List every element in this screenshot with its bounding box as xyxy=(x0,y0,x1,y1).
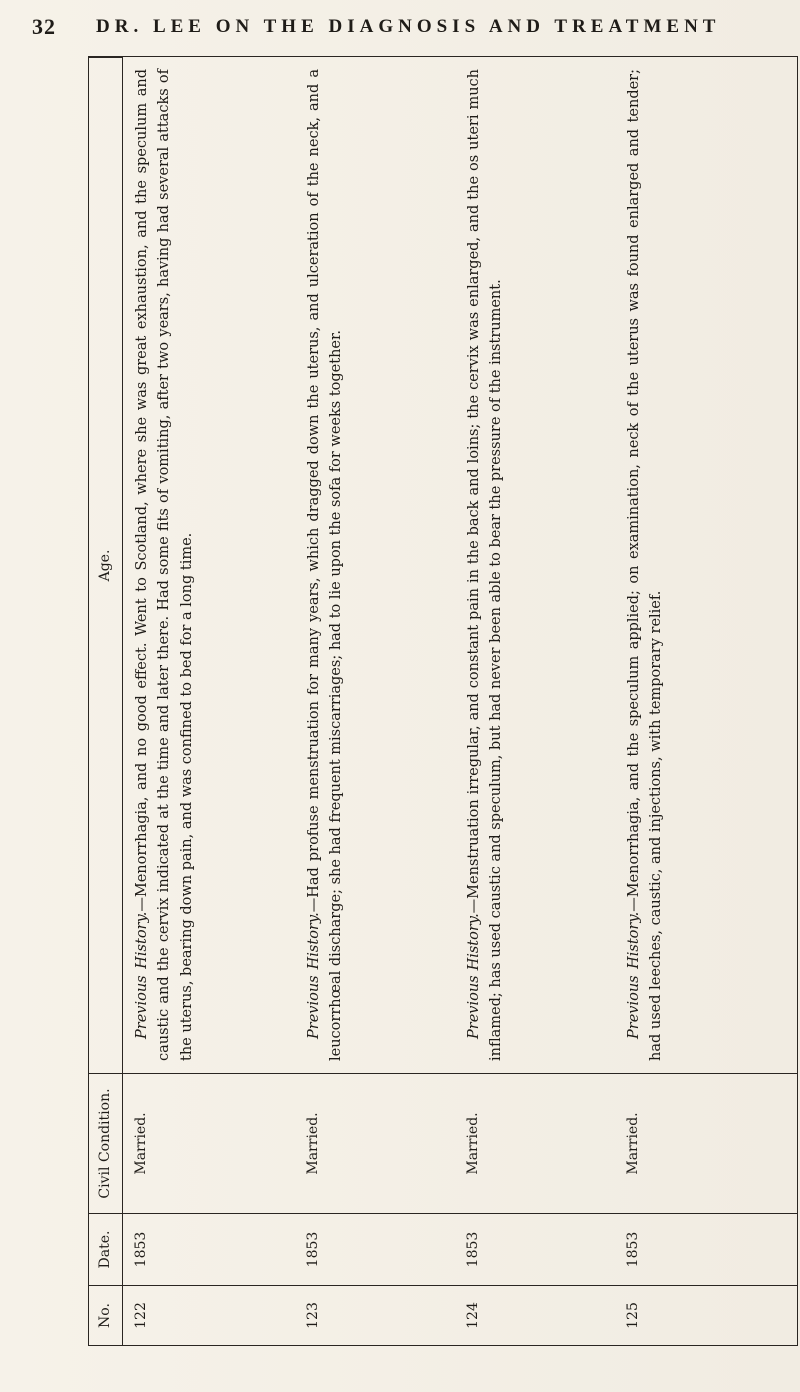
cell-date: 1853 xyxy=(305,1231,321,1268)
case-entry xyxy=(131,69,198,1061)
cell-date: 1853 xyxy=(465,1231,481,1268)
cell-civil-condition: Married. xyxy=(305,1112,321,1175)
cell-civil-condition: Married. xyxy=(133,1112,149,1175)
cell-no: 124 xyxy=(465,1302,481,1329)
entry-text: —Menorrhagia, and the speculum applied; on examination, neck of the uterus was found enlarged and tender; had used leeches, caustic, and injections, with temporary relief. xyxy=(626,69,665,1061)
page-header xyxy=(0,0,800,48)
column-civil-condition xyxy=(123,1073,797,1213)
cell-no: 123 xyxy=(305,1302,321,1329)
entry-lead: Previous History. xyxy=(134,911,150,1039)
entry-lead: Previous History. xyxy=(466,913,482,1039)
entry-lead: Previous History. xyxy=(626,911,642,1039)
running-head: DR. LEE ON THE DIAGNOSIS AND TREATMENT xyxy=(96,16,721,37)
cell-date: 1853 xyxy=(625,1231,641,1268)
cell-no: 122 xyxy=(133,1302,149,1329)
column-date xyxy=(123,1213,797,1285)
cell-no: 125 xyxy=(625,1302,641,1329)
entry-text: —Had profuse menstruation for many years, which dragged down the uterus, and ulceration of the neck, and a leucorrhœal discharge; she had frequent miscarriages; had to lie upon the sofa for weeks together. xyxy=(306,69,345,1061)
case-entry xyxy=(463,69,508,1061)
column-no xyxy=(123,1285,797,1345)
case-table-rotated xyxy=(88,56,798,1346)
cell-civil-condition: Married. xyxy=(625,1112,641,1175)
entry-text: —Menorrhagia, and no good effect. Went to Scotland, where she was great exhaustion, and the speculum and caustic and the cervix indicated at the time and later there. Had some fits of vomiting, after two years, having had several attacks of the uterus, bearing down pain, and was confined to bed for a long time. xyxy=(134,68,195,1061)
header-date: Date. xyxy=(89,1213,123,1285)
entry-text: —Menstruation irregular, and constant pain in the back and loins; the cervix was enlarged, and the os uteri much inflamed; has used caustic and speculum, but had never been able to bear the pressure of the instrument. xyxy=(466,68,505,1061)
case-entry xyxy=(303,69,348,1061)
header-civil-condition: Civil Condition. xyxy=(89,1073,123,1213)
header-no: No. xyxy=(89,1285,123,1345)
cell-date: 1853 xyxy=(133,1231,149,1268)
column-history xyxy=(123,57,797,1073)
entry-lead: Previous History. xyxy=(306,912,322,1039)
case-entry xyxy=(623,69,668,1061)
header-age: Age. xyxy=(89,57,123,1073)
cell-civil-condition: Married. xyxy=(465,1112,481,1175)
case-table xyxy=(88,56,798,1346)
page-number: 32 xyxy=(32,14,56,39)
